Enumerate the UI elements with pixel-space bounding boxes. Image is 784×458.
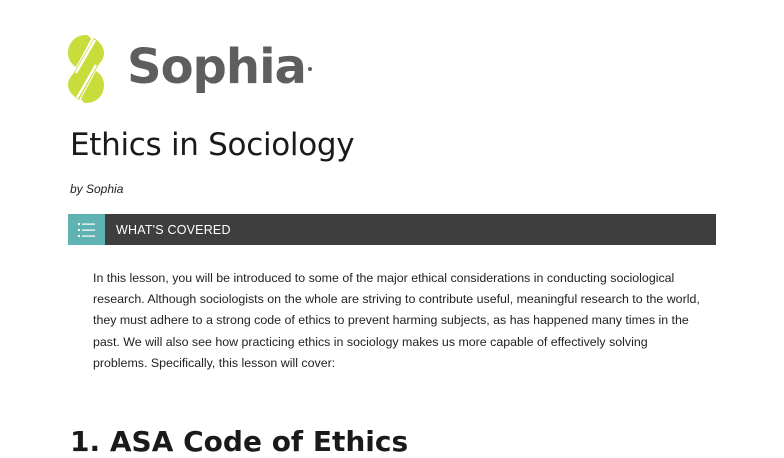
whats-covered-icon-box — [68, 214, 105, 245]
section-heading: 1. ASA Code of Ethics — [70, 425, 409, 458]
list-icon — [78, 223, 96, 237]
sophia-wordmark: Sophia — [127, 39, 306, 95]
whats-covered-label: WHAT'S COVERED — [116, 222, 231, 237]
wordmark-dot — [308, 67, 312, 71]
page-title: Ethics in Sociology — [70, 127, 355, 163]
sophia-logo-mark-icon — [67, 34, 105, 104]
intro-paragraph: In this lesson, you will be introduced to some of the major ethical considerations in conducting sociological research. Although sociologists on the whole are striving to contribute useful, meaningful research to the world, they must adhere to a strong code of ethics to prevent harming subjects, as has happened many times in the past. We will also see how practicing ethics in sociology makes us more capable of effectively solving problems. Specifically, this lesson will cover: — [93, 271, 700, 370]
byline: by Sophia — [70, 182, 124, 196]
whats-covered-bar — [68, 214, 716, 245]
sophia-logo — [67, 34, 312, 104]
